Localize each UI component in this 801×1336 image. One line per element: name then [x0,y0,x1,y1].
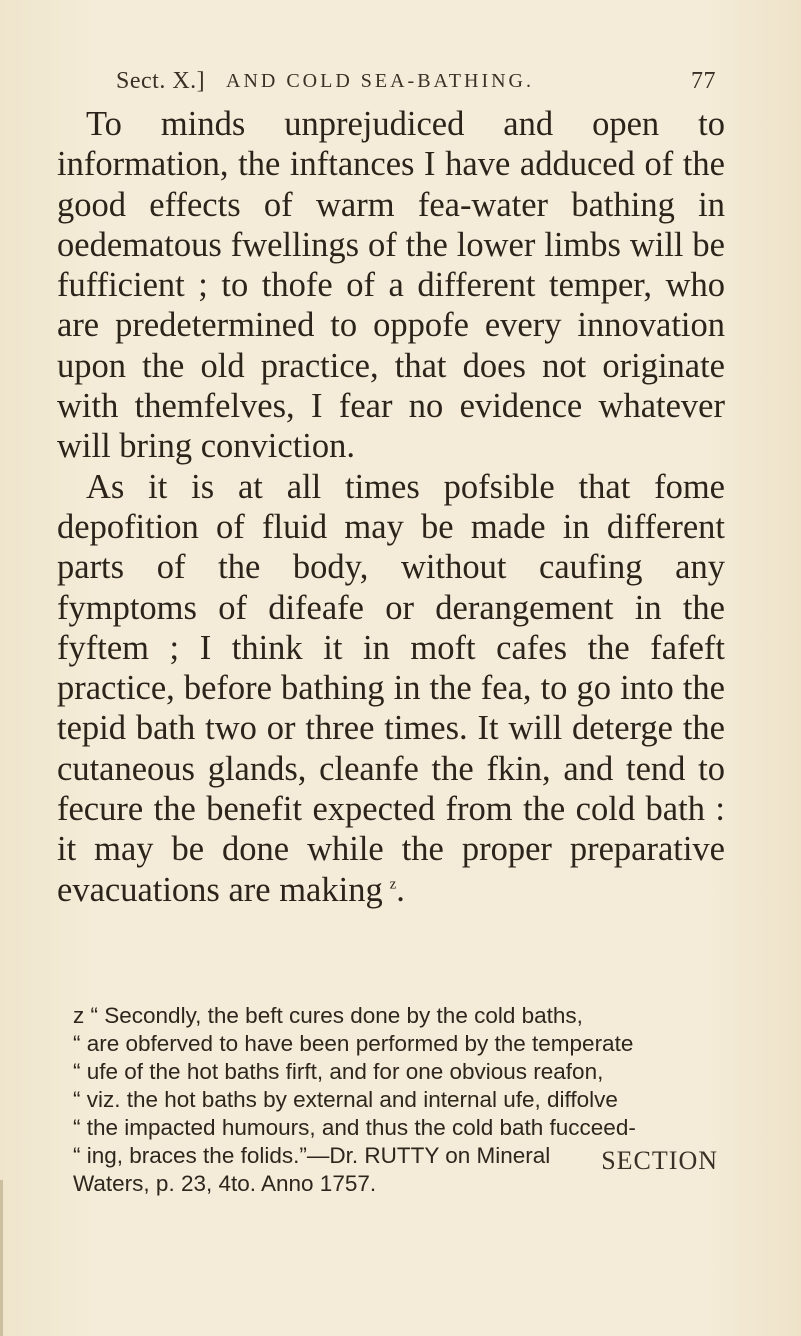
page-edge-shadow [0,1180,3,1336]
main-text [57,104,725,910]
catchword: SECTION [601,1146,718,1175]
paragraph-1: To minds unprejudiced and open to information, the inftances I have adduced of the good effects of warm fea-water bathing in oedematous fwellings of the lower limbs will be fufficient ; to thofe of a different temper, who are predetermined to oppofe every innovation upon the old practice, that does not originate with themfelves, I fear no evidence whatever will bring conviction. [57,105,725,466]
footnote-line-1 [73,1002,721,1030]
paragraph-2-text: As it is at all times pofsible that fome depofition of fluid may be made in different parts of the body, without caufing any fymptoms of difeafe or derangement in the fyftem ; I think it in moft cafes the fafeft practice, before bathing in the fea, to go into the tepid bath two or three times. It will deterge the cutaneous glands, cleanfe the fkin, and tend to fecure the benefit expected from the cold bath : it may be done while the proper preparative evacuations are making [57,467,725,909]
running-header [116,68,716,108]
footnote-reference: z [389,876,397,893]
footnote-line-2: “ are obferved to have been performed by the temperate [73,1031,634,1056]
footnote-line-6: “ ing, braces the folids.”—Dr. RUTTY on Mineral [73,1143,551,1168]
running-title: AND COLD SEA-BATHING. [226,70,534,92]
paragraph-2 [57,467,725,910]
footnote-line-7: Waters, p. 23, 4to. Anno 1757. [73,1171,377,1196]
footnote-line-5: “ the impacted humours, and thus the cold bath fucceed- [73,1115,636,1140]
footnote-marker: z [73,1003,85,1028]
page-number: 77 [691,68,716,94]
paragraph-2-end: . [396,870,405,909]
footnote-text-1: “ Secondly, the beft cures done by the cold baths, [90,1003,583,1028]
footnote-line-4: “ viz. the hot baths by external and internal ufe, diffolve [73,1087,618,1112]
footnote-line-3: “ ufe of the hot baths firft, and for one obvious reafon, [73,1059,604,1084]
section-label: Sect. X.] [116,68,206,94]
